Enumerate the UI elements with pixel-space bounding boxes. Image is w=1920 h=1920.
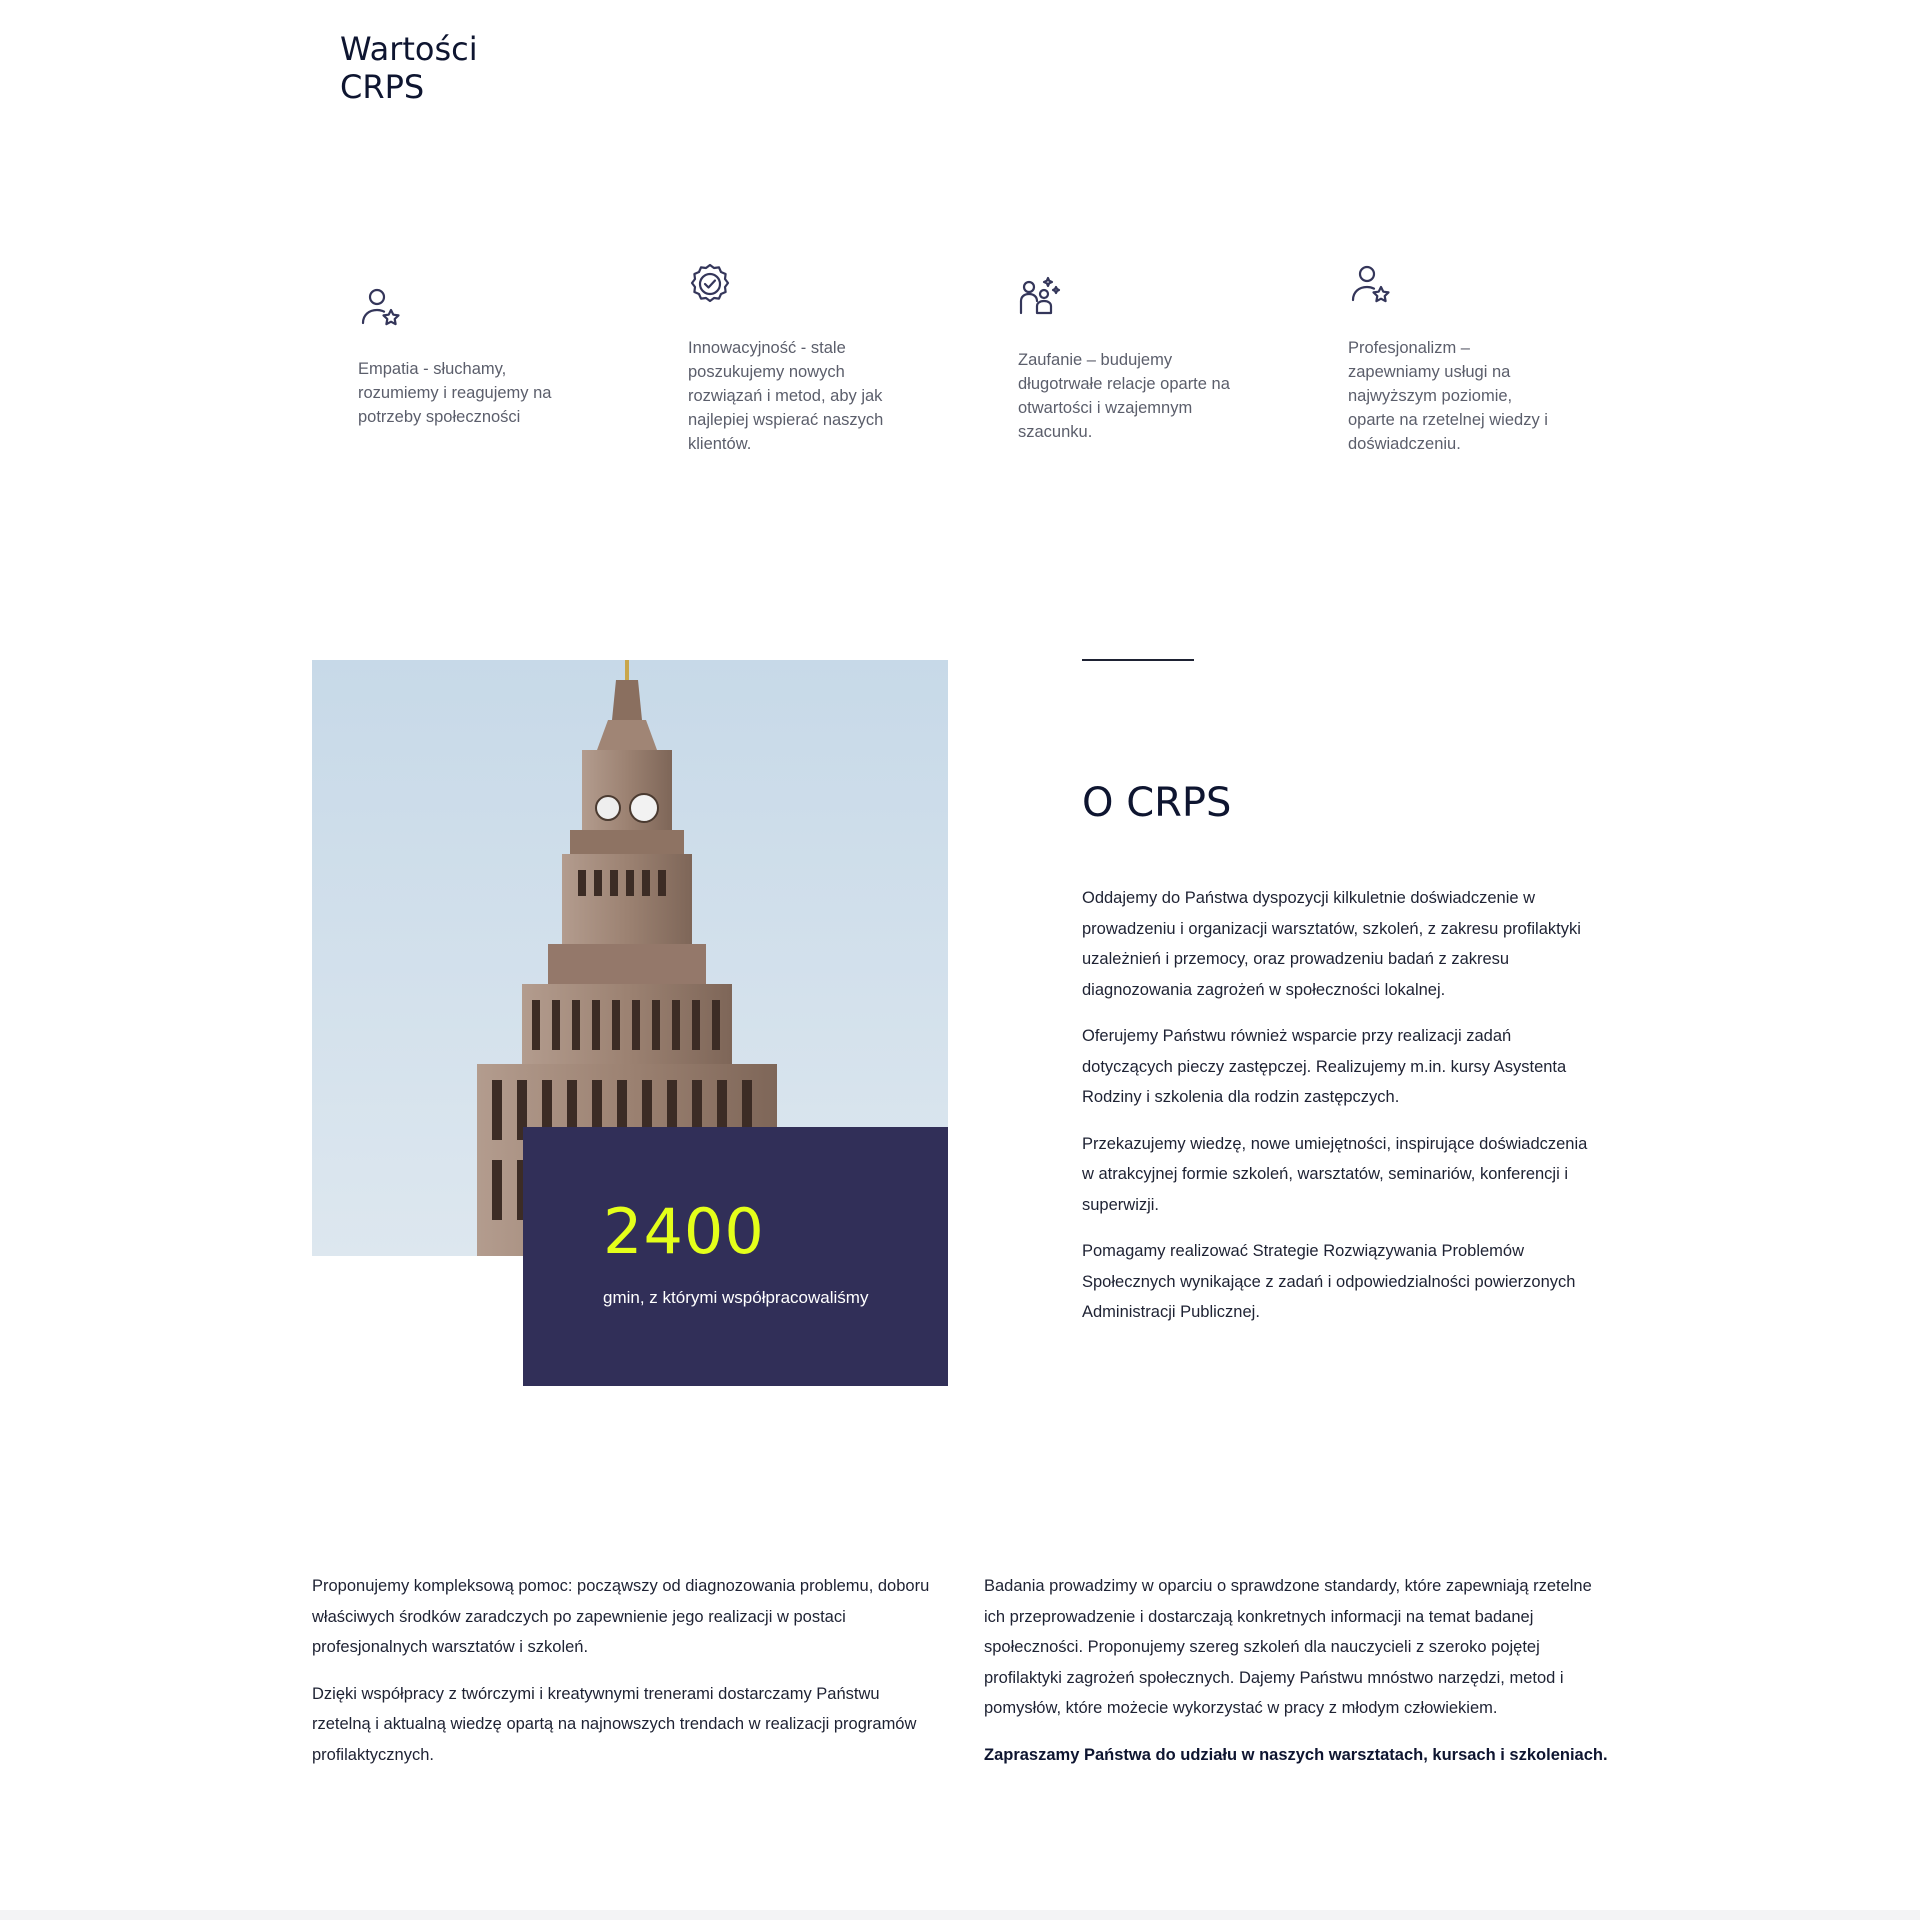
bottom-right-paragraph: Badania prowadzimy w oparciu o sprawdzone standardy, które zapewniają rzetelne ich przeprowadzenie i dostarczają konkretnych informacji na temat badanej społeczności. Proponujemy szereg szkoleń dla nauczycieli z szeroko pojętej profilaktyki zagrożeń społecznych. Dajemy Państwu mnóstwo narzędzi, metod i pomysłów, które możecie wykorzystać w pracy z młodym człowiekiem. <box>984 1577 1592 1717</box>
value-text-professionalism: Profesjonalizm – zapewniamy usługi na najwyższym poziomie, oparte na rzetelnej wiedzy i doświadczeniu. <box>1348 339 1548 453</box>
about-paragraph: Oferujemy Państwu również wsparcie przy realizacji zadań dotyczących pieczy zastępczej. Realizujemy m.in. kursy Asystenta Rodziny i szkolenia dla rodzin zastępczych. <box>1082 1027 1567 1106</box>
about-paragraph: Przekazujemy wiedzę, nowe umiejętności, inspirujące doświadczenia w atrakcyjnej formie szkoleń, warsztatów, seminariów, konferencji i superwizji. <box>1082 1134 1588 1214</box>
user-star-icon <box>1348 262 1392 306</box>
about-paragraph: Pomagamy realizować Strategie Rozwiązywania Problemów Społecznych wynikające z zadań i odpowiedzialności powierzonych Administracji Publicznej. <box>1082 1242 1576 1321</box>
value-card-professionalism <box>1348 0 1563 456</box>
value-card-trust <box>1018 0 1233 444</box>
footer-strip <box>0 1910 1920 1920</box>
stat-box <box>523 1127 948 1386</box>
section-divider-line <box>1082 659 1194 661</box>
badge-check-icon <box>688 262 732 306</box>
bottom-left-paragraph: Dzięki współpracy z twórczymi i kreatywnymi trenerami dostarczamy Państwu rzetelną i aktualną wiedzę opartą na najnowszych trendach w realizacji programów profilaktycznych. <box>312 1684 917 1764</box>
bottom-left-column <box>312 1571 937 1786</box>
invitation-text: Zapraszamy Państwa do udziału w naszych warsztatach, kursach i szkoleniach. <box>984 1745 1608 1764</box>
value-text-trust: Zaufanie – budujemy długotrwałe relacje oparte na otwartości i wzajemnym szacunku. <box>1018 351 1230 441</box>
value-card-empathy <box>358 0 573 429</box>
value-card-innovation <box>688 0 903 456</box>
bottom-left-paragraph: Proponujemy kompleksową pomoc: począwszy od diagnozowania problemu, doboru właściwych środków zaradczych po zapewnienie jego realizacji w postaci profesjonalnych warsztatów i szkoleń. <box>312 1577 930 1656</box>
about-paragraph: Oddajemy do Państwa dyspozycji kilkuletnie doświadczenie w prowadzeniu i organizacji warsztatów, szkoleń, z zakresu profilaktyki uzależnień i przemocy, oraz prowadzeniu badań z zakresu diagnozowania zagrożeń w społeczności lokalnej. <box>1082 889 1581 999</box>
value-text-innovation: Innowacyjność - stale poszukujemy nowych rozwiązań i metod, aby jak najlepiej wspierać naszych klientów. <box>688 339 884 453</box>
bottom-right-column <box>984 1571 1609 1786</box>
about-text <box>1082 883 1602 1344</box>
values-title-line1: Wartości <box>340 30 478 68</box>
users-sparkle-icon <box>1018 273 1062 317</box>
user-star-icon <box>358 285 402 329</box>
about-title: O CRPS <box>1082 780 1232 826</box>
stat-label: gmin, z którymi współpracowaliśmy <box>603 1288 869 1307</box>
values-title-line2: CRPS <box>340 68 425 106</box>
stat-number: 2400 <box>603 1195 765 1268</box>
value-text-empathy: Empatia - słuchamy, rozumiemy i reagujemy na potrzeby społeczności <box>358 360 552 426</box>
